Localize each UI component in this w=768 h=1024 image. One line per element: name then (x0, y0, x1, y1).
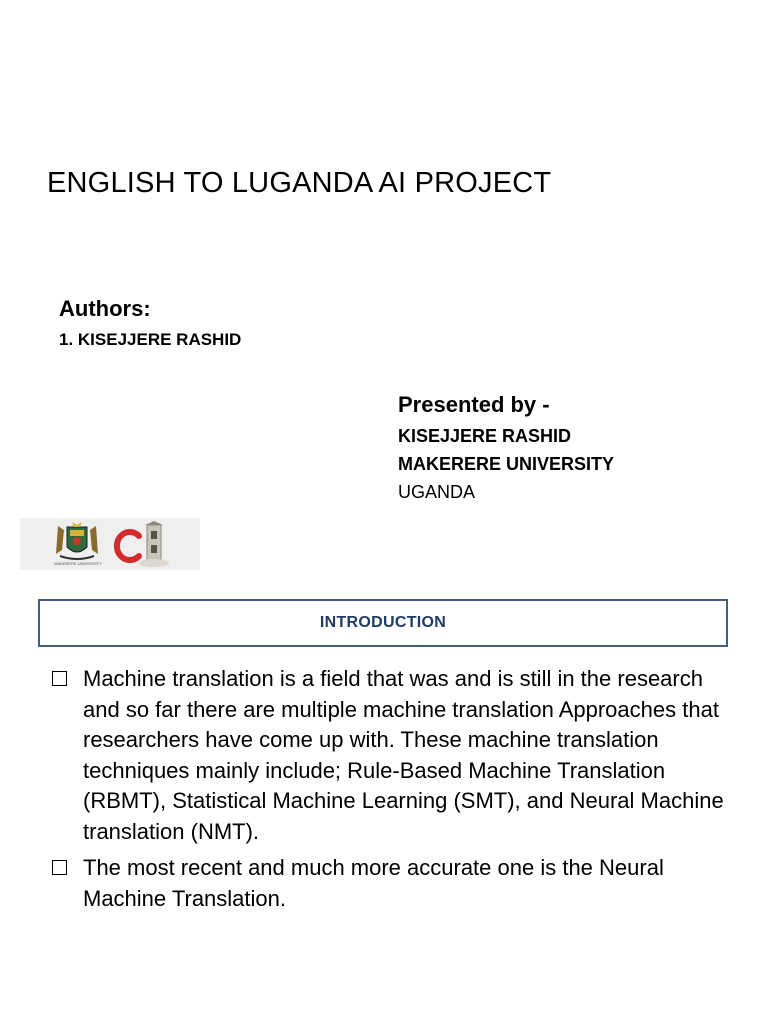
authors-heading: Authors: (59, 296, 151, 321)
bullet-text: The most recent and much more accurate one is the Neural Machine Translation. (83, 855, 664, 911)
list-item (52, 664, 732, 847)
presenter-heading: Presented by - (398, 392, 550, 417)
presenter-institution: MAKERERE UNIVERSITY (398, 454, 615, 474)
presenter-block (398, 392, 614, 506)
list-item (52, 853, 732, 914)
crest-caption: MAKERERE UNIVERSITY (54, 561, 102, 566)
section-heading: INTRODUCTION (319, 614, 447, 631)
tower-icon (138, 521, 170, 567)
checkbox-bullet-icon (52, 860, 67, 875)
slide-title: ENGLISH TO LUGANDA AI PROJECT (47, 167, 552, 199)
author-item: 1. KISEJJERE RASHID (59, 330, 242, 349)
university-crest-icon (50, 520, 104, 564)
logo-strip (20, 518, 200, 570)
bullet-list (52, 664, 732, 920)
bullet-text: Machine translation is a field that was and is still in the research and so far there are multiple machine translation Approaches that researchers have come up with. These machine translation techniques mainly include; Rule-Based Machine Translation (RBMT), Statistical Machine Learning (SMT), and Neural Machine translation (NMT). (83, 666, 724, 844)
presenter-country: UGANDA (398, 482, 476, 502)
checkbox-bullet-icon (52, 671, 67, 686)
section-heading-box (38, 599, 728, 647)
presenter-name: KISEJJERE RASHID (398, 426, 572, 446)
